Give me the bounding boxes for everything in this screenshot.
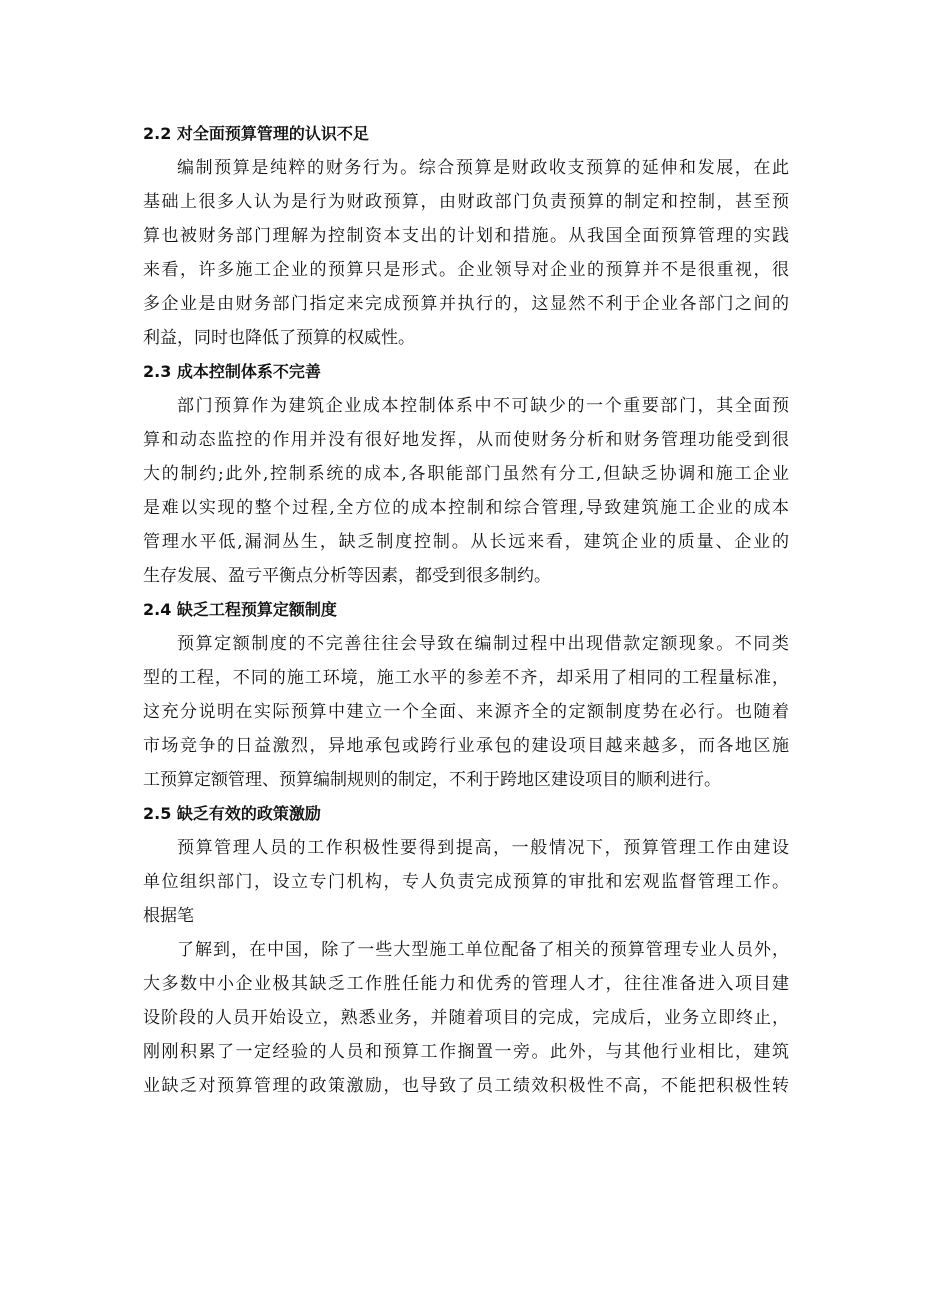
document-body — [143, 117, 789, 1103]
paragraph-line: 预算定额制度的不完善往往会导致在编制过程中出现借款定额现象。不同类 — [177, 634, 789, 654]
paragraph-line: 工预算定额管理、预算编制规则的制定，不利于跨地区建设项目的顺利进行。 — [143, 770, 721, 790]
paragraph — [143, 389, 789, 593]
paragraph-line: 生存发展、盈亏平衡点分析等因素，都受到很多制约。 — [143, 566, 551, 586]
paragraph — [143, 151, 789, 355]
paragraph-line: 市场竞争的日益激烈，异地承包或跨行业承包的建设项目越来越多，而各地区施 — [143, 736, 789, 756]
paragraph-line: 利益，同时也降低了预算的权威性。 — [143, 328, 415, 348]
paragraph-line: 多企业是由财务部门指定来完成预算并执行的，这显然不利于企业各部门之间的 — [143, 294, 789, 314]
paragraph-line: 型的工程，不同的施工环境，施工水平的参差不齐，却采用了相同的工程量标准， — [143, 668, 789, 688]
paragraph-line: 算和动态监控的作用并没有很好地发挥，从而使财务分析和财务管理功能受到很 — [143, 430, 789, 450]
paragraph-line: 部门预算作为建筑企业成本控制体系中不可缺少的一个重要部门，其全面预 — [177, 396, 789, 416]
paragraph-line: 是难以实现的整个过程,全方位的成本控制和综合管理,导致建筑施工企业的成本 — [143, 498, 789, 518]
paragraph — [143, 627, 789, 797]
paragraph-line: 了解到，在中国，除了一些大型施工单位配备了相关的预算管理专业人员外， — [177, 940, 789, 960]
paragraph-line: 设阶段的人员开始设立，熟悉业务，并随着项目的完成，完成后，业务立即终止， — [143, 1008, 789, 1028]
section-heading: 2.4 缺乏工程预算定额制度 — [143, 600, 337, 619]
paragraph-line: 根据笔 — [143, 906, 194, 926]
paragraph-line: 业缺乏对预算管理的政策激励，也导致了员工绩效积极性不高，不能把积极性转 — [143, 1076, 789, 1096]
paragraph-line: 大多数中小企业极其缺乏工作胜任能力和优秀的管理人才，往往准备进入项目建 — [143, 974, 789, 994]
paragraph-line: 算也被财务部门理解为控制资本支出的计划和措施。从我国全面预算管理的实践 — [143, 226, 789, 246]
paragraph-line: 预算管理人员的工作积极性要得到提高，一般情况下，预算管理工作由建设 — [177, 838, 789, 858]
paragraph-line: 刚刚积累了一定经验的人员和预算工作搁置一旁。此外，与其他行业相比，建筑 — [143, 1042, 789, 1062]
section-heading: 2.3 成本控制体系不完善 — [143, 362, 321, 381]
paragraph-line: 这充分说明在实际预算中建立一个全面、来源齐全的定额制度势在必行。也随着 — [143, 702, 789, 722]
paragraph-line: 大的制约;此外,控制系统的成本,各职能部门虽然有分工,但缺乏协调和施工企业 — [143, 464, 789, 484]
paragraph-line: 基础上很多人认为是行为财政预算，由财政部门负责预算的制定和控制，甚至预 — [143, 192, 789, 212]
paragraph-line: 管理水平低,漏洞丛生，缺乏制度控制。从长远来看，建筑企业的质量、企业的 — [143, 532, 789, 552]
paragraph-line: 单位组织部门，设立专门机构，专人负责完成预算的审批和宏观监督管理工作。 — [143, 872, 789, 892]
paragraph-line: 编制预算是纯粹的财务行为。综合预算是财政收支预算的延伸和发展，在此 — [177, 158, 789, 178]
section-heading: 2.5 缺乏有效的政策激励 — [143, 804, 321, 823]
paragraph — [143, 831, 789, 933]
paragraph-line: 来看，许多施工企业的预算只是形式。企业领导对企业的预算并不是很重视，很 — [143, 260, 789, 280]
paragraph — [143, 933, 789, 1103]
section-heading: 2.2 对全面预算管理的认识不足 — [143, 124, 369, 143]
